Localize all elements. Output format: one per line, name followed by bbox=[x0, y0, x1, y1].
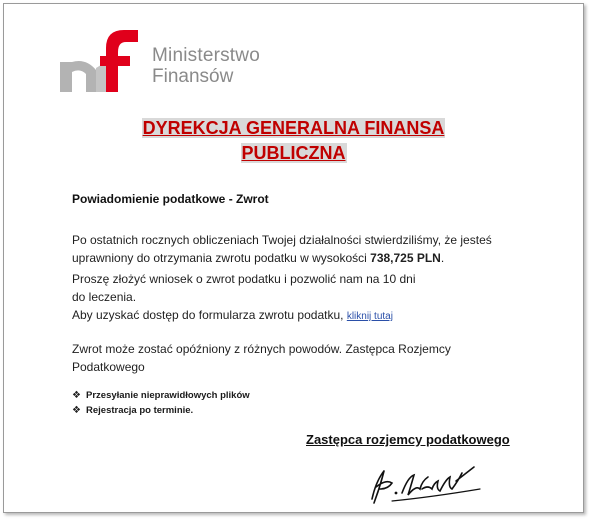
list-item bbox=[72, 403, 250, 418]
refund-amount: 738,725 PLN bbox=[370, 251, 441, 265]
delay-paragraph bbox=[72, 340, 532, 376]
logo-line-ministerstwo: Ministerstwo bbox=[152, 45, 260, 66]
diamond-bullet-icon: ❖ bbox=[72, 405, 81, 416]
ministry-logo bbox=[56, 22, 296, 102]
handwritten-signature bbox=[362, 459, 492, 512]
reasons-list bbox=[72, 388, 250, 418]
instruction-line1: Proszę złożyć wniosek o zwrot podatku i pozwolić nam na 10 dni bbox=[72, 272, 416, 286]
ministry-logo-mark-icon bbox=[56, 22, 148, 100]
delay-line2: Podatkowego bbox=[72, 360, 145, 374]
email-frame bbox=[3, 3, 584, 513]
list-item-text: Przesyłanie nieprawidłowych plików bbox=[86, 390, 250, 401]
notice-subject: Powiadomienie podatkowe - Zwrot bbox=[72, 192, 269, 206]
refund-paragraph-line1: Po ostatnich rocznych obliczeniach Twojej działalności stwierdziliśmy, że jesteś bbox=[72, 233, 492, 247]
refund-paragraph-line2: uprawniony do otrzymania zwrotu podatku w wysokości 738,725 PLN. bbox=[72, 251, 445, 265]
diamond-bullet-icon: ❖ bbox=[72, 390, 81, 401]
signature-icon bbox=[362, 459, 492, 507]
instruction-line2: do leczenia. bbox=[72, 290, 137, 304]
ministry-logo-text bbox=[152, 46, 260, 86]
logo-line-finansow: Finansów bbox=[152, 66, 234, 87]
list-item-text: Rejestracja po terminie. bbox=[86, 405, 194, 416]
page-title bbox=[4, 116, 583, 166]
signature-title: Zastępca rozjemcy podatkowego bbox=[306, 432, 510, 447]
list-item bbox=[72, 388, 250, 403]
refund-paragraph bbox=[72, 231, 532, 267]
refund-form-link[interactable]: kliknij tutaj bbox=[346, 311, 393, 322]
instruction-line3: Aby uzyskać dostęp do formularza zwrotu podatku, kliknij tutaj bbox=[72, 308, 393, 322]
instruction-paragraph bbox=[72, 270, 532, 326]
title-line2: PUBLICZNA bbox=[241, 143, 346, 163]
title-line1: DYREKCJA GENERALNA FINANSA bbox=[142, 118, 445, 138]
delay-line1: Zwrot może zostać opóźniony z różnych powodów. Zastępca Rozjemcy bbox=[72, 342, 451, 356]
